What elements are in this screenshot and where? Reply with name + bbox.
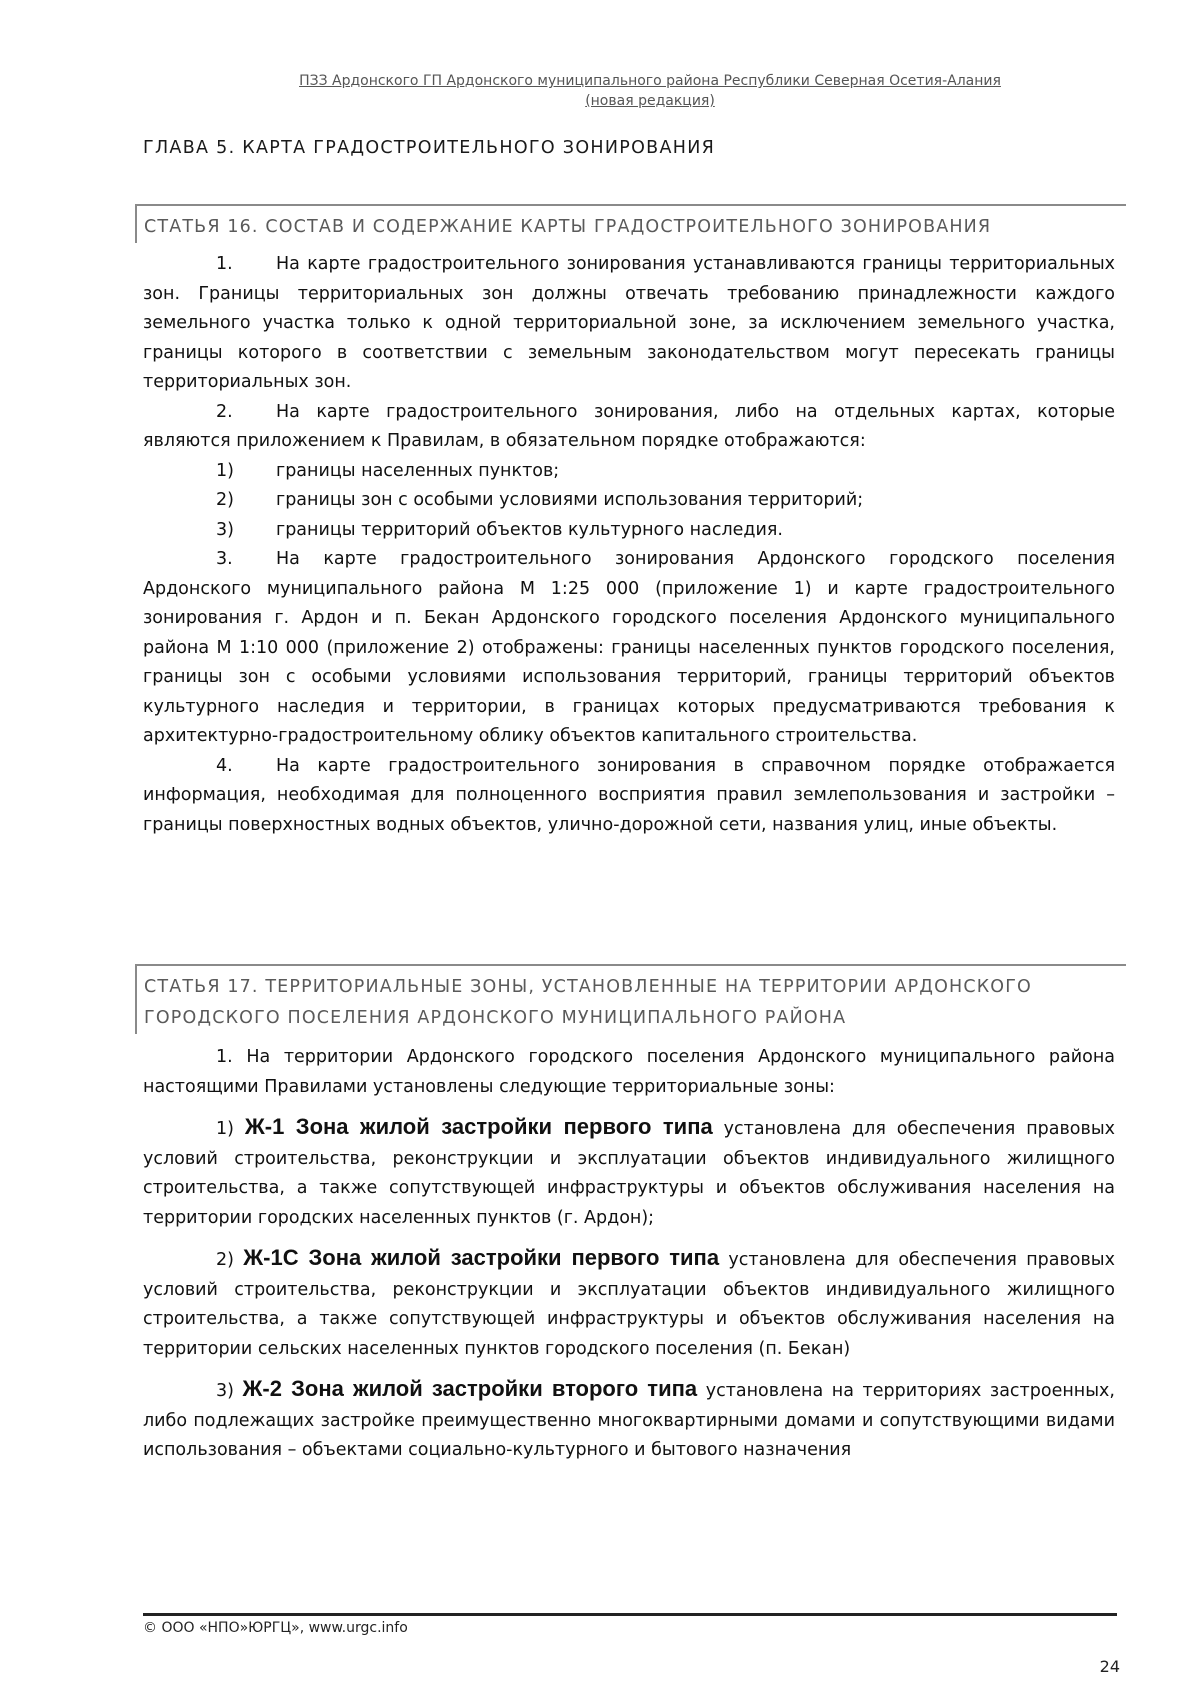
zone-item [143,1243,1115,1364]
running-header [0,71,1200,111]
list-item [143,516,1115,546]
paragraph-text: На карте градостроительного зонирования устанавливаются границы территориальных зон. Границы территориальных зон должны отвечать требованию принадлежности каждого земельного участка только к одной территориальной зоне, за исключением земельного участка, границы которого в соответствии с земельным законодательством могут пересекать границы территориальных зон. [143,254,1115,392]
zone-name: Ж-1 Зона жилой застройки первого типа [244,1114,713,1139]
chapter-title: ГЛАВА 5. КАРТА ГРАДОСТРОИТЕЛЬНОГО ЗОНИРОВАНИЯ [143,138,716,158]
article-17-body [143,1043,1115,1466]
paragraph-number: 3. [216,549,233,569]
list-item-text: границы населенных пунктов; [276,460,560,481]
page-number: 24 [1099,1657,1120,1676]
list-item-number: 3) [216,519,234,540]
zone-description: установлена для обеспечения правовых условий строительства, реконструкции и эксплуатации объектов индивидуального жилищного строительства, а также сопутствующей инфраструктуры и объектов обслуживания населения на территории городских населенных пунктов (г. Ардон); [143,1119,1115,1228]
paragraph-4 [143,752,1115,841]
zone-name: Ж-1С Зона жилой застройки первого типа [243,1245,720,1270]
article-17-intro: 1. На территории Ардонского городского поселения Ардонского муниципального района настоящими Правилами установлены следующие территориальные зоны: [143,1047,1115,1097]
zone-name: Ж-2 Зона жилой застройки второго типа [242,1376,698,1401]
paragraph-number: 1. [216,254,233,274]
zone-description: установлена на территориях застроенных, либо подлежащих застройке преимущественно многоквартирными домами и сопутствующими видами использования – объектами социально-культурного и бытового назначения [143,1381,1115,1460]
footer-copyright-text: © ООО «НПО»ЮРГЦ», www.urgc.info [143,1620,408,1636]
list-item [143,457,1115,487]
zone-item [143,1112,1115,1233]
list-item-text: границы зон с особыми условиями использования территорий; [276,490,864,510]
footer-divider [143,1613,1117,1616]
footer-copyright [143,1620,408,1636]
paragraph-3 [143,545,1115,752]
article-17-heading [135,964,1126,1034]
zone-number: 3) [216,1381,234,1401]
paragraph-text: На карте градостроительного зонирования, либо на отдельных картах, которые являются приложением к Правилам, в обязательном порядке отображаются: [143,401,1115,451]
article-16-title: СТАТЬЯ 16. СОСТАВ И СОДЕРЖАНИЕ КАРТЫ ГРАДОСТРОИТЕЛЬНОГО ЗОНИРОВАНИЯ [144,217,992,237]
header-title: ПЗЗ Ардонского ГП Ардонского муниципального района Республики Северная Осетия-Алания [299,73,1001,89]
paragraph-1 [143,250,1115,398]
paragraph-text: На карте градостроительного зонирования в справочном порядке отображается информация, необходимая для полноценного восприятия правил землепользования и застройки – границы поверхностных водных объектов, улично-дорожной сети, названия улиц, иные объекты. [143,755,1115,835]
list-item [143,486,1115,516]
article-17-title-line-1: СТАТЬЯ 17. ТЕРРИТОРИАЛЬНЫЕ ЗОНЫ, УСТАНОВЛЕННЫЕ НА ТЕРРИТОРИИ АРДОНСКОГО [144,977,1032,997]
list-item-number: 1) [216,460,234,481]
article-17-title-line-2: ГОРОДСКОГО ПОСЕЛЕНИЯ АРДОНСКОГО МУНИЦИПАЛЬНОГО РАЙОНА [144,1008,847,1028]
article-16-heading [135,204,1126,243]
article-16-body [143,250,1115,840]
paragraph-text: На карте градостроительного зонирования Ардонского городского поселения Ардонского муниципального района М 1:25 000 (приложение 1) и карте градостроительного зонирования г. Ардон и п. Бекан Ардонского городского поселения Ардонского муниципального района М 1:10 000 (приложение 2) отображены: границы населенных пунктов городского поселения, границы зон с особыми условиями использования территорий, границы территорий объектов культурного наследия и территории, в границах которых предусматриваются требования к архитектурно-градостроительному облику объектов капитального строительства. [143,549,1115,746]
list-item-number: 2) [216,490,234,510]
paragraph-number: 2. [216,401,233,422]
zone-number: 1) [216,1119,234,1139]
list-item-text: границы территорий объектов культурного наследия. [276,519,783,540]
zone-item [143,1374,1115,1466]
paragraph-number: 4. [216,755,233,776]
header-edition: (новая редакция) [585,93,715,109]
zone-description: установлена для обеспечения правовых условий строительства, реконструкции и эксплуатации объектов индивидуального жилищного строительства, а также сопутствующей инфраструктуры и объектов обслуживания населения на территории сельских населенных пунктов городского поселения (п. Бекан) [143,1250,1115,1359]
zone-number: 2) [216,1250,234,1270]
paragraph-2 [143,398,1115,457]
